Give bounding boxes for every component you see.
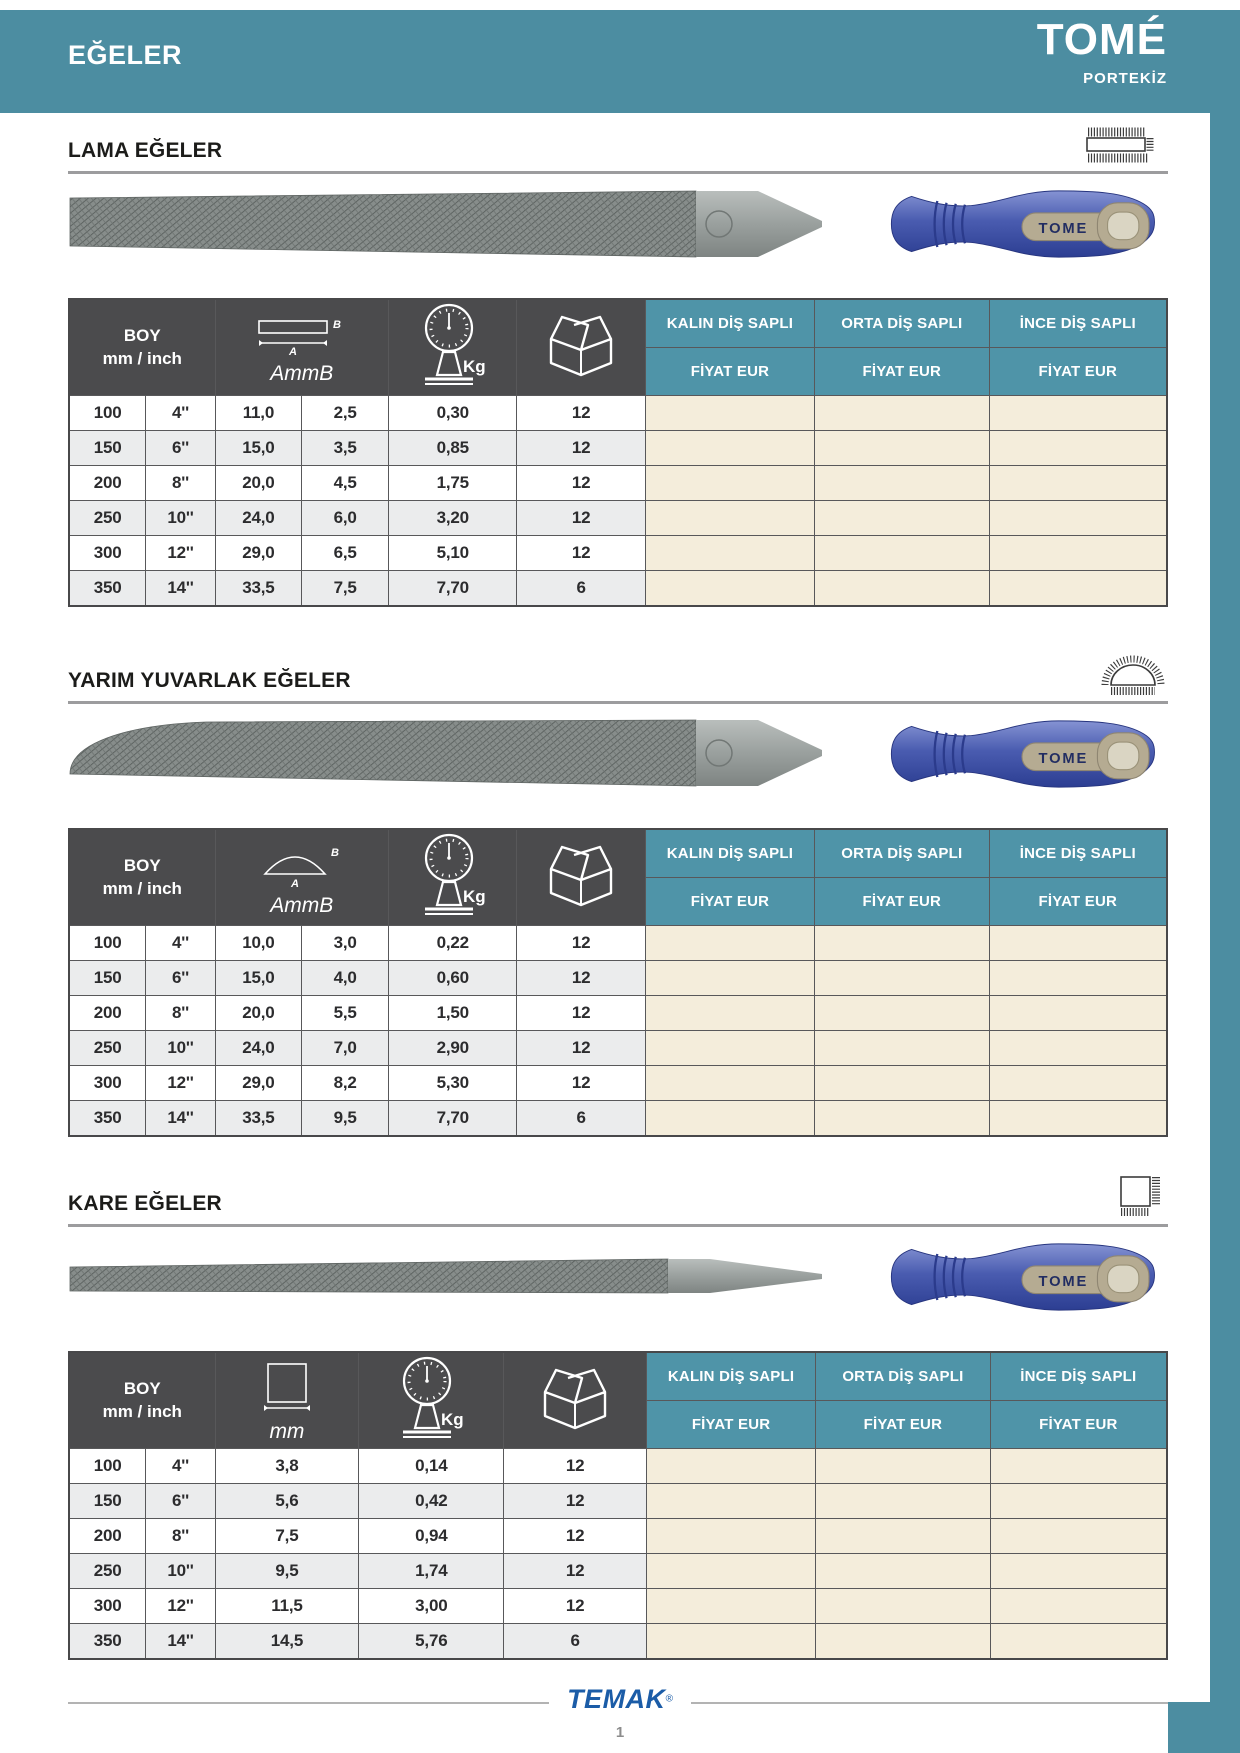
price-cell-empty <box>990 1554 1167 1589</box>
value-cell: 29,0 <box>215 536 302 571</box>
section-title: KARE EĞELER <box>68 1192 222 1215</box>
price-cell-empty <box>647 1589 816 1624</box>
price-cell-empty <box>647 1484 816 1519</box>
price-cell-empty <box>645 536 814 571</box>
price-eur-header: FİYAT EUR <box>990 1400 1167 1448</box>
price-cell-empty <box>816 1554 991 1589</box>
value-cell: 14'' <box>146 1624 215 1660</box>
scale-kg-icon <box>403 300 503 390</box>
value-cell: 7,0 <box>302 1031 389 1066</box>
square-profile-icon <box>1116 1172 1166 1220</box>
section-title: LAMA EĞELER <box>68 139 223 162</box>
value-cell: 7,70 <box>389 1101 517 1137</box>
value-cell: 12 <box>517 501 645 536</box>
page-number: 1 <box>615 1724 625 1741</box>
col-header-medium: ORTA DİŞ SAPLI <box>814 299 989 347</box>
value-cell: 12 <box>504 1589 647 1624</box>
value-cell: 350 <box>69 1624 146 1660</box>
value-cell: 15,0 <box>215 431 302 466</box>
value-cell: 14'' <box>146 571 215 607</box>
price-cell-empty <box>647 1519 816 1554</box>
page-title: EĞELER <box>68 40 183 70</box>
value-cell: 0,14 <box>359 1449 504 1484</box>
value-cell: 8,2 <box>302 1066 389 1101</box>
price-cell-empty <box>990 1484 1167 1519</box>
value-cell: 10'' <box>146 501 215 536</box>
scale-kg-icon <box>381 1353 481 1443</box>
svg-text:Kg: Kg <box>441 1410 464 1429</box>
col-header-length: BOY mm / inch <box>69 299 215 396</box>
value-cell: 3,20 <box>389 501 517 536</box>
price-eur-header: FİYAT EUR <box>816 1400 991 1448</box>
table-row <box>69 1449 1167 1484</box>
table-row <box>69 996 1167 1031</box>
value-cell: 7,70 <box>389 571 517 607</box>
value-cell: 6'' <box>146 961 215 996</box>
price-cell-empty <box>814 571 989 607</box>
value-cell: 0,22 <box>389 926 517 961</box>
table-row <box>69 1624 1167 1660</box>
handle-ring-hole <box>1108 742 1139 770</box>
section-yarim-yuvarlak-egeler <box>68 655 1168 1137</box>
file-handle-photo <box>873 708 1171 800</box>
svg-text:Kg: Kg <box>462 887 486 906</box>
file-handle-photo <box>873 1231 1171 1323</box>
price-cell-empty <box>989 396 1167 431</box>
value-cell: 11,5 <box>215 1589 359 1624</box>
price-table-yarim-yuvarlak <box>68 828 1168 1137</box>
col-header-medium: ORTA DİŞ SAPLI <box>814 829 989 877</box>
value-cell: 12 <box>504 1519 647 1554</box>
price-cell-empty <box>645 926 814 961</box>
table-row <box>69 1589 1167 1624</box>
price-cell-empty <box>645 431 814 466</box>
svg-text:Kg: Kg <box>462 357 486 376</box>
svg-text:A: A <box>288 345 297 356</box>
section-header <box>68 1178 1168 1227</box>
col-header-weight <box>389 829 517 926</box>
value-cell: 9,5 <box>215 1554 359 1589</box>
price-cell-empty <box>989 536 1167 571</box>
price-cell-empty <box>989 926 1167 961</box>
price-cell-empty <box>814 961 989 996</box>
file-handle-photo <box>873 178 1171 270</box>
section-header <box>68 125 1168 174</box>
value-cell: 350 <box>69 1101 146 1137</box>
value-cell: 10'' <box>146 1554 215 1589</box>
value-cell: 2,5 <box>302 396 389 431</box>
section-lama-egeler <box>68 125 1168 607</box>
value-cell: 5,76 <box>359 1624 504 1660</box>
handle-ring-hole <box>1108 212 1139 240</box>
price-table-kare <box>68 1351 1168 1660</box>
col-header-dimensions: B A AmmB <box>215 829 388 926</box>
value-cell: 6,5 <box>302 536 389 571</box>
table-row <box>69 1031 1167 1066</box>
value-cell: 11,0 <box>215 396 302 431</box>
value-cell: 5,5 <box>302 996 389 1031</box>
col-header-length: BOY mm / inch <box>69 1352 215 1449</box>
value-cell: 14'' <box>146 1101 215 1137</box>
value-cell: 250 <box>69 501 146 536</box>
price-cell-empty <box>816 1449 991 1484</box>
value-cell: 7,5 <box>215 1519 359 1554</box>
col-header-dimensions: mm <box>215 1352 359 1449</box>
value-cell: 200 <box>69 1519 146 1554</box>
footer-logo-row <box>0 1684 1240 1715</box>
price-cell-empty <box>645 1031 814 1066</box>
table-row <box>69 1101 1167 1137</box>
value-cell: 24,0 <box>215 501 302 536</box>
section-header <box>68 655 1168 704</box>
value-cell: 12 <box>517 996 645 1031</box>
price-cell-empty <box>814 1031 989 1066</box>
scale-kg-icon <box>403 830 503 920</box>
price-cell-empty <box>814 466 989 501</box>
right-side-band <box>1210 10 1240 1753</box>
col-header-weight <box>389 299 517 396</box>
value-cell: 4'' <box>146 1449 215 1484</box>
value-cell: 12 <box>517 1031 645 1066</box>
price-cell-empty <box>647 1554 816 1589</box>
col-header-fine: İNCE DİŞ SAPLI <box>989 829 1167 877</box>
handle-brand-label: TOME <box>1038 1274 1089 1291</box>
price-cell-empty <box>816 1484 991 1519</box>
price-cell-empty <box>990 1624 1167 1660</box>
col-header-dimensions: B A AmmB <box>215 299 388 396</box>
col-header-packaging <box>517 299 645 396</box>
open-box-icon <box>533 835 629 915</box>
brand-country: PORTEKİZ <box>1083 70 1167 87</box>
brand-logo: TOMÉ <box>1036 15 1167 64</box>
price-cell-empty <box>814 431 989 466</box>
price-eur-header: FİYAT EUR <box>647 1400 816 1448</box>
value-cell: 300 <box>69 1589 146 1624</box>
table-row <box>69 501 1167 536</box>
price-cell-empty <box>814 501 989 536</box>
price-cell-empty <box>989 1066 1167 1101</box>
price-cell-empty <box>989 961 1167 996</box>
value-cell: 200 <box>69 466 146 501</box>
value-cell: 6 <box>504 1624 647 1660</box>
price-eur-header: FİYAT EUR <box>814 347 989 395</box>
value-cell: 4'' <box>146 926 215 961</box>
price-cell-empty <box>814 396 989 431</box>
price-cell-empty <box>814 1101 989 1137</box>
col-header-length: BOY mm / inch <box>69 829 215 926</box>
col-header-weight <box>359 1352 504 1449</box>
value-cell: 12 <box>517 536 645 571</box>
value-cell: 5,6 <box>215 1484 359 1519</box>
square-file-photo <box>68 1235 824 1319</box>
table-row <box>69 396 1167 431</box>
value-cell: 150 <box>69 961 146 996</box>
price-cell-empty <box>989 466 1167 501</box>
price-cell-empty <box>816 1589 991 1624</box>
price-eur-header: FİYAT EUR <box>989 347 1167 395</box>
col-header-coarse: KALIN DİŞ SAPLI <box>647 1352 816 1400</box>
half-round-profile-icon <box>1100 651 1166 697</box>
price-cell-empty <box>645 396 814 431</box>
price-cell-empty <box>814 1066 989 1101</box>
value-cell: 200 <box>69 996 146 1031</box>
table-row <box>69 1066 1167 1101</box>
price-cell-empty <box>989 501 1167 536</box>
price-cell-empty <box>990 1519 1167 1554</box>
price-eur-header: FİYAT EUR <box>989 877 1167 925</box>
value-cell: 0,42 <box>359 1484 504 1519</box>
price-cell-empty <box>645 466 814 501</box>
value-cell: 1,75 <box>389 466 517 501</box>
value-cell: 100 <box>69 926 146 961</box>
value-cell: 1,74 <box>359 1554 504 1589</box>
price-cell-empty <box>814 996 989 1031</box>
value-cell: 12 <box>504 1484 647 1519</box>
value-cell: 10'' <box>146 1031 215 1066</box>
col-header-coarse: KALIN DİŞ SAPLI <box>645 299 814 347</box>
value-cell: 8'' <box>146 996 215 1031</box>
value-cell: 14,5 <box>215 1624 359 1660</box>
price-cell-empty <box>814 926 989 961</box>
value-cell: 250 <box>69 1031 146 1066</box>
handle-brand-label: TOME <box>1038 221 1089 238</box>
price-cell-empty <box>989 431 1167 466</box>
product-photos <box>68 174 1168 298</box>
value-cell: 6'' <box>146 431 215 466</box>
price-cell-empty <box>989 1101 1167 1137</box>
value-cell: 33,5 <box>215 571 302 607</box>
price-cell-empty <box>989 571 1167 607</box>
svg-text:A: A <box>290 877 299 888</box>
flat-file-photo <box>68 182 824 266</box>
value-cell: 100 <box>69 396 146 431</box>
value-cell: 0,30 <box>389 396 517 431</box>
price-cell-empty <box>990 1449 1167 1484</box>
value-cell: 7,5 <box>302 571 389 607</box>
value-cell: 12 <box>517 466 645 501</box>
value-cell: 12 <box>504 1554 647 1589</box>
value-cell: 12 <box>517 961 645 996</box>
value-cell: 12 <box>504 1449 647 1484</box>
handle-ring-hole <box>1108 1265 1139 1293</box>
price-cell-empty <box>645 571 814 607</box>
value-cell: 3,5 <box>302 431 389 466</box>
value-cell: 24,0 <box>215 1031 302 1066</box>
value-cell: 4,5 <box>302 466 389 501</box>
price-cell-empty <box>816 1519 991 1554</box>
value-cell: 100 <box>69 1449 146 1484</box>
handle-brand-label: TOME <box>1038 751 1089 768</box>
product-photos <box>68 1227 1168 1351</box>
value-cell: 0,94 <box>359 1519 504 1554</box>
value-cell: 8'' <box>146 1519 215 1554</box>
value-cell: 1,50 <box>389 996 517 1031</box>
value-cell: 12'' <box>146 1066 215 1101</box>
half-round-dimension-diagram <box>247 840 357 888</box>
value-cell: 15,0 <box>215 961 302 996</box>
value-cell: 300 <box>69 536 146 571</box>
square-dimension-diagram <box>232 1360 342 1414</box>
open-box-icon <box>533 305 629 385</box>
section-kare-egeler <box>68 1178 1168 1660</box>
svg-text:B: B <box>330 846 339 859</box>
price-cell-empty <box>647 1449 816 1484</box>
value-cell: 8'' <box>146 466 215 501</box>
product-photos <box>68 704 1168 828</box>
value-cell: 12 <box>517 926 645 961</box>
col-header-coarse: KALIN DİŞ SAPLI <box>645 829 814 877</box>
svg-text:B: B <box>332 318 341 331</box>
table-row <box>69 571 1167 607</box>
col-header-fine: İNCE DİŞ SAPLI <box>989 299 1167 347</box>
value-cell: 20,0 <box>215 466 302 501</box>
price-cell-empty <box>990 1589 1167 1624</box>
value-cell: 150 <box>69 1484 146 1519</box>
flat-profile-icon <box>1082 123 1166 167</box>
price-cell-empty <box>645 1066 814 1101</box>
value-cell: 9,5 <box>302 1101 389 1137</box>
value-cell: 20,0 <box>215 996 302 1031</box>
registered-mark: ® <box>665 1693 673 1705</box>
col-header-medium: ORTA DİŞ SAPLI <box>816 1352 991 1400</box>
value-cell: 0,85 <box>389 431 517 466</box>
temak-logo: TEMAK <box>567 1684 666 1714</box>
price-eur-header: FİYAT EUR <box>645 347 814 395</box>
value-cell: 12'' <box>146 536 215 571</box>
price-eur-header: FİYAT EUR <box>814 877 989 925</box>
value-cell: 350 <box>69 571 146 607</box>
value-cell: 4'' <box>146 396 215 431</box>
value-cell: 5,30 <box>389 1066 517 1101</box>
flat-dimension-diagram <box>247 312 357 356</box>
value-cell: 6 <box>517 571 645 607</box>
value-cell: 10,0 <box>215 926 302 961</box>
value-cell: 33,5 <box>215 1101 302 1137</box>
value-cell: 29,0 <box>215 1066 302 1101</box>
table-row <box>69 961 1167 996</box>
price-cell-empty <box>645 501 814 536</box>
price-cell-empty <box>645 996 814 1031</box>
price-cell-empty <box>814 536 989 571</box>
table-row <box>69 1554 1167 1589</box>
price-eur-header: FİYAT EUR <box>645 877 814 925</box>
value-cell: 4,0 <box>302 961 389 996</box>
section-title: YARIM YUVARLAK EĞELER <box>68 669 351 692</box>
col-header-fine: İNCE DİŞ SAPLI <box>990 1352 1167 1400</box>
value-cell: 0,60 <box>389 961 517 996</box>
value-cell: 12 <box>517 431 645 466</box>
price-cell-empty <box>989 996 1167 1031</box>
brand-block <box>1036 15 1167 87</box>
table-row <box>69 1519 1167 1554</box>
open-box-icon <box>527 1358 623 1438</box>
value-cell: 12 <box>517 396 645 431</box>
half-round-file-photo <box>68 712 824 796</box>
price-cell-empty <box>645 961 814 996</box>
col-header-packaging <box>504 1352 647 1449</box>
table-row <box>69 1484 1167 1519</box>
value-cell: 12 <box>517 1066 645 1101</box>
table-row <box>69 431 1167 466</box>
table-row <box>69 466 1167 501</box>
price-cell-empty <box>647 1624 816 1660</box>
value-cell: 12'' <box>146 1589 215 1624</box>
value-cell: 6,0 <box>302 501 389 536</box>
value-cell: 5,10 <box>389 536 517 571</box>
price-cell-empty <box>645 1101 814 1137</box>
price-cell-empty <box>816 1624 991 1660</box>
value-cell: 6'' <box>146 1484 215 1519</box>
value-cell: 6 <box>517 1101 645 1137</box>
table-row <box>69 536 1167 571</box>
value-cell: 150 <box>69 431 146 466</box>
table-row <box>69 926 1167 961</box>
value-cell: 250 <box>69 1554 146 1589</box>
value-cell: 2,90 <box>389 1031 517 1066</box>
value-cell: 300 <box>69 1066 146 1101</box>
price-table-lama <box>68 298 1168 607</box>
col-header-packaging <box>517 829 645 926</box>
value-cell: 3,0 <box>302 926 389 961</box>
value-cell: 3,8 <box>215 1449 359 1484</box>
value-cell: 3,00 <box>359 1589 504 1624</box>
price-cell-empty <box>989 1031 1167 1066</box>
